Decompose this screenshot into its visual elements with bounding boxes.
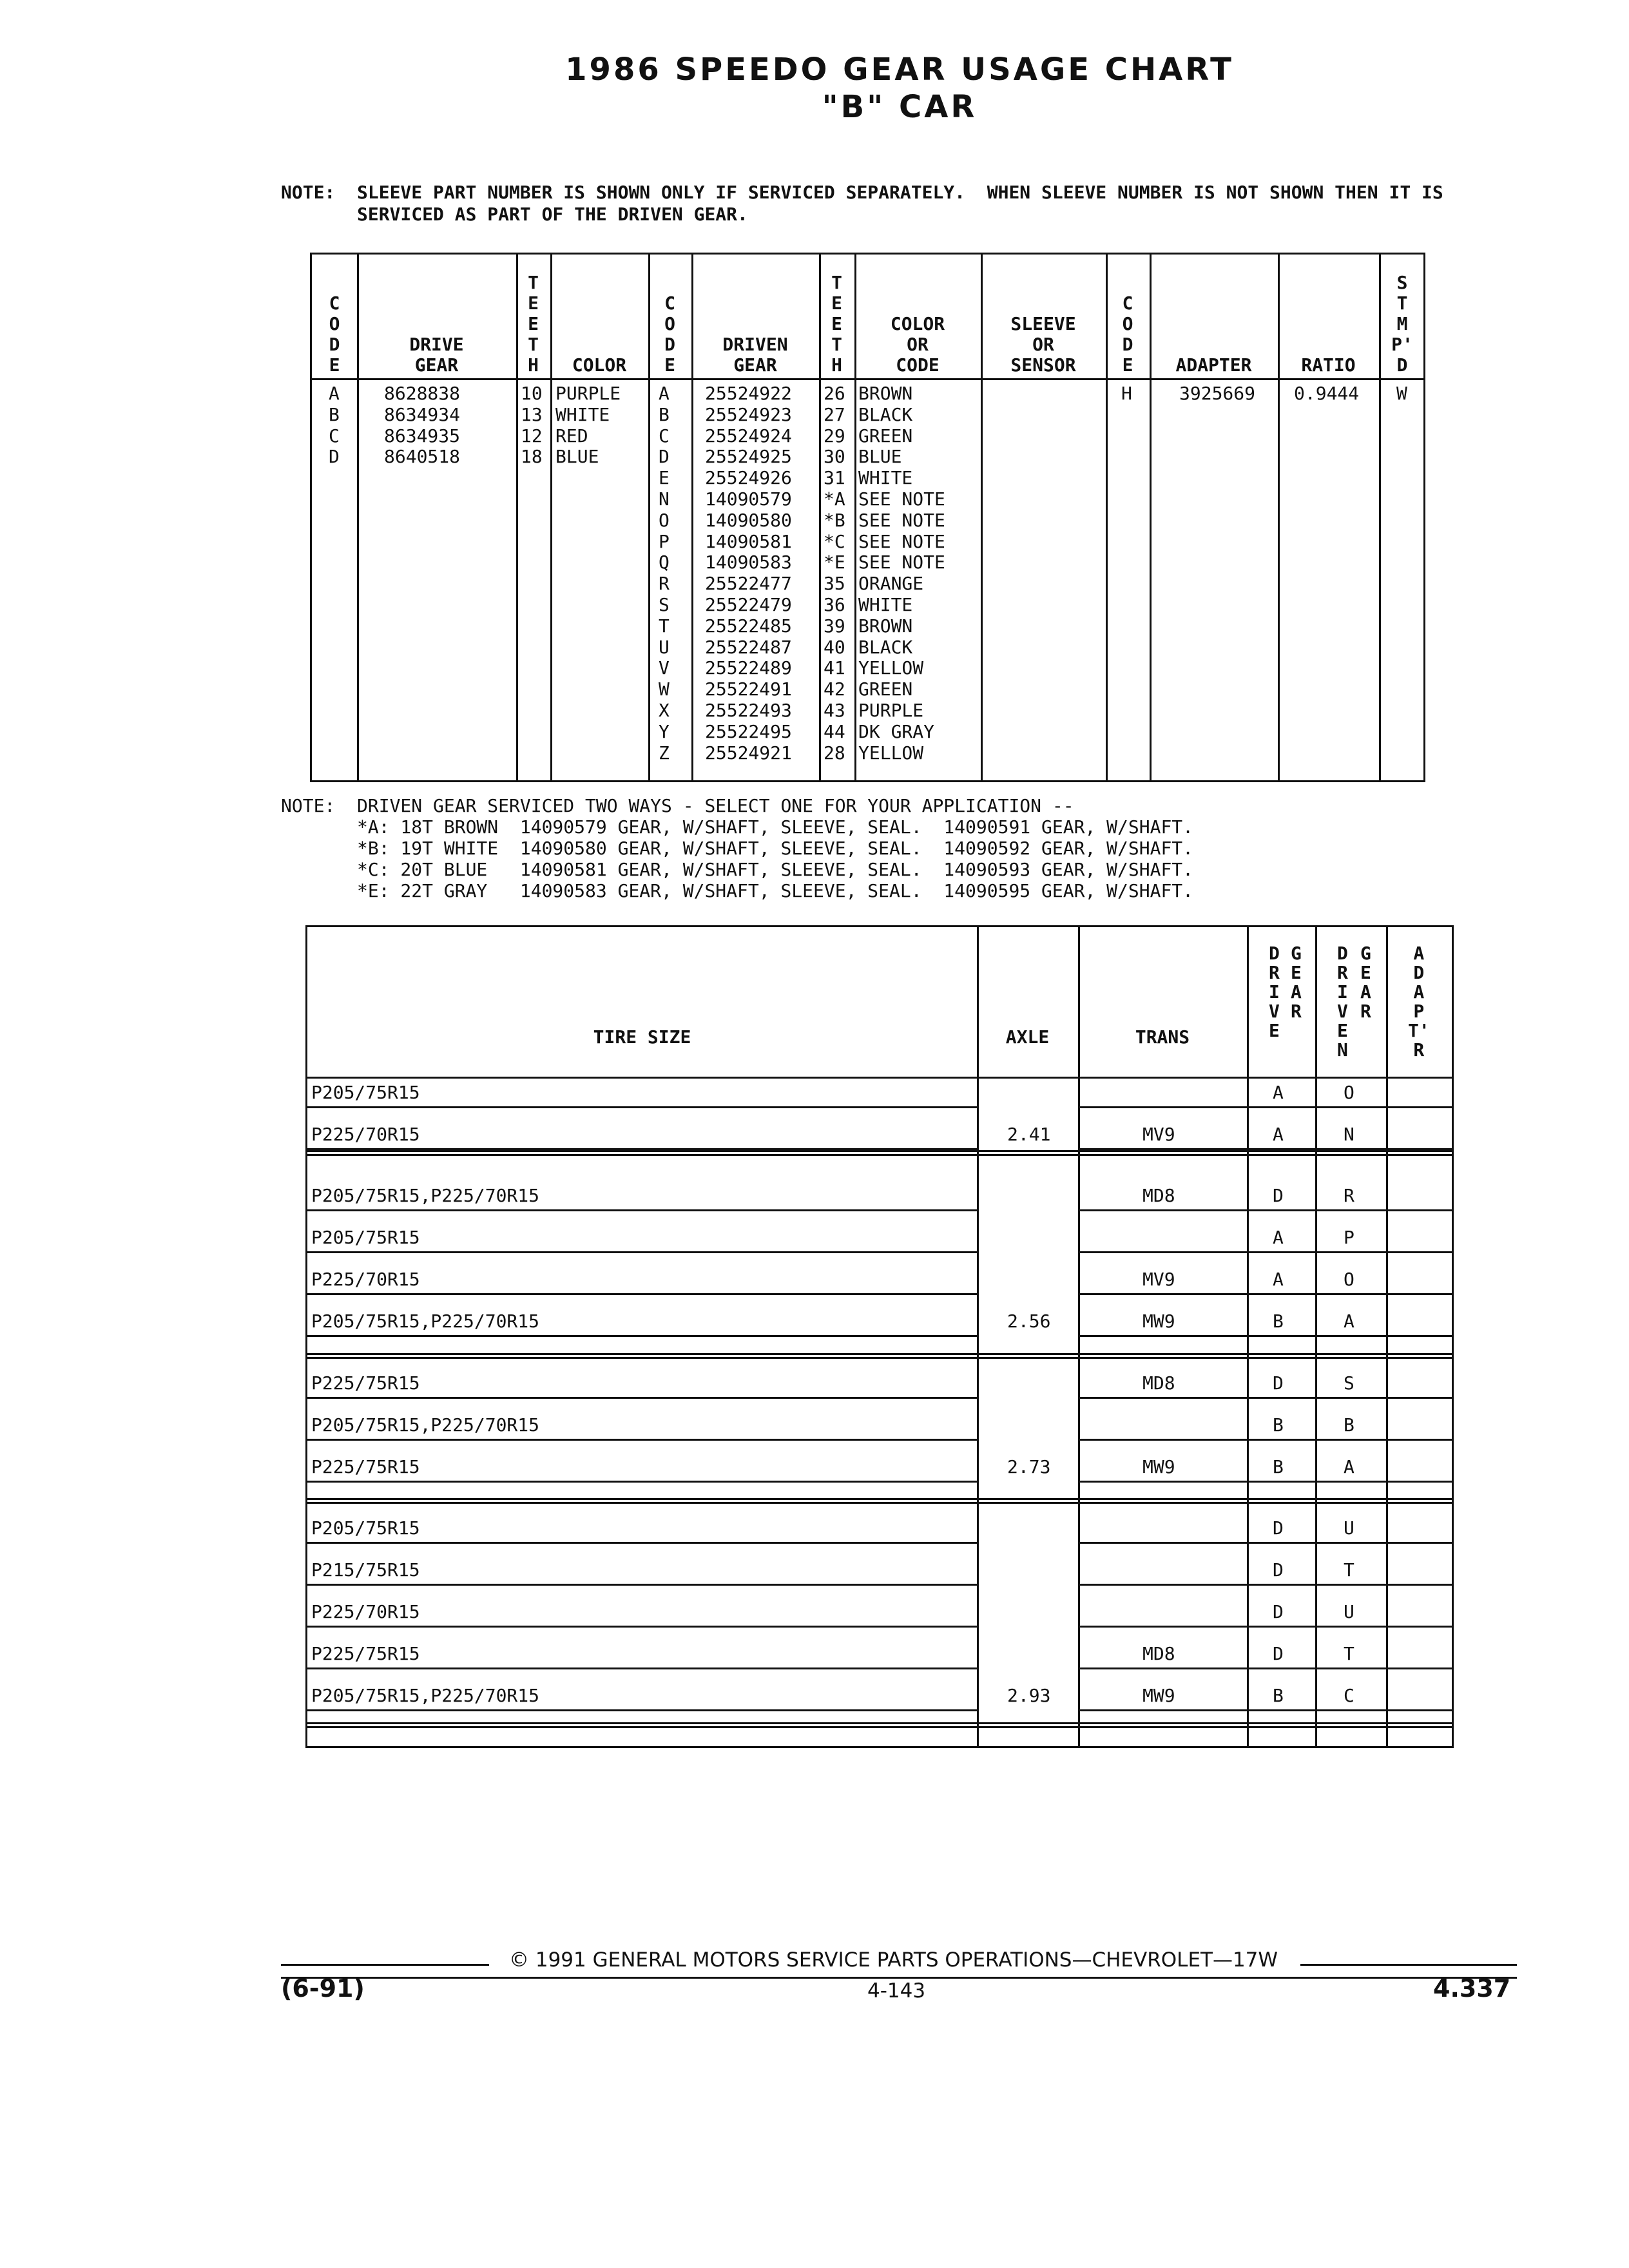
copyright: © 1991 GENERAL MOTORS SERVICE PARTS OPERATIONS—CHEVROLET—17W xyxy=(509,1948,1278,1972)
drive-gear-cell: B xyxy=(1273,1685,1284,1706)
drive-gear-cell: B xyxy=(1273,1414,1284,1436)
header-driven-gear: G E A R xyxy=(1360,943,1371,1022)
drive-gear-cell: B xyxy=(1273,1456,1284,1477)
header-drive-gear: G E A R xyxy=(1291,943,1302,1022)
tire-size-cell: P225/70R15 xyxy=(311,1124,420,1145)
axle-cell: 2.73 xyxy=(1007,1456,1051,1477)
drive-teeth-column: 10 13 12 18 xyxy=(521,383,543,468)
trans-cell: MD8 xyxy=(1142,1185,1175,1206)
tire-size-cell: P225/70R15 xyxy=(311,1601,420,1622)
drive-gear-cell: A xyxy=(1273,1227,1284,1248)
axle-cell: 2.41 xyxy=(1007,1124,1051,1145)
revision-date: (6-91) xyxy=(281,1974,365,2003)
driven-gear-cell: U xyxy=(1344,1517,1354,1539)
header-teeth: T E E T H xyxy=(831,272,842,376)
driven-gear-cell: S xyxy=(1344,1372,1354,1394)
trans-cell: MW9 xyxy=(1142,1456,1175,1477)
drive-gear-cell: A xyxy=(1273,1269,1284,1290)
driven-gear-cell: B xyxy=(1344,1414,1354,1436)
tire-size-cell: P205/75R15 xyxy=(311,1082,420,1103)
header-code: C O D E xyxy=(329,293,340,376)
tire-table xyxy=(305,925,1454,1748)
trans-cell: MD8 xyxy=(1142,1643,1175,1664)
header-adapter: ADAPTER xyxy=(1175,354,1252,376)
drive-gear-cell: D xyxy=(1273,1372,1284,1394)
adapter-code: H xyxy=(1121,383,1132,404)
driven-gear-cell: O xyxy=(1344,1082,1354,1103)
driven-gear-cell: O xyxy=(1344,1269,1354,1290)
header-driven-gear: DRIVEN GEAR xyxy=(722,334,788,376)
tire-size-cell: P225/75R15 xyxy=(311,1372,420,1394)
trans-cell: MW9 xyxy=(1142,1311,1175,1332)
tire-size-cell: P205/75R15,P225/70R15 xyxy=(311,1685,540,1706)
header-tire-size: TIRE SIZE xyxy=(593,1026,691,1048)
driven-gear-cell: P xyxy=(1344,1227,1354,1248)
driven-gear-cell: A xyxy=(1344,1456,1354,1477)
header-drive: D R I V E xyxy=(1269,943,1280,1041)
drive-gear-cell: D xyxy=(1273,1185,1284,1206)
tire-size-cell: P205/75R15 xyxy=(311,1227,420,1248)
axle-cell: 2.93 xyxy=(1007,1685,1051,1706)
header-adapter: A D A P T' R xyxy=(1408,943,1430,1061)
tire-size-cell: P225/75R15 xyxy=(311,1643,420,1664)
drive-gear-cell: A xyxy=(1273,1124,1284,1145)
drive-gear-cell: B xyxy=(1273,1311,1284,1332)
page-subtitle: "B" CAR xyxy=(822,89,978,125)
header-drive-gear: DRIVE GEAR xyxy=(409,334,464,376)
adapter-value: 3925669 xyxy=(1179,383,1256,404)
drive-color-column: PURPLE WHITE RED BLUE xyxy=(555,383,621,468)
drive-gear-cell: D xyxy=(1273,1601,1284,1622)
driven-color-column: BROWN BLACK GREEN BLUE WHITE SEE NOTE SEE NOTE SEE NOTE SEE NOTE ORANGE WHITE BROWN BLACK YELLOW GREEN PURPLE DK GRAY YELLOW xyxy=(858,383,945,764)
header-driven: D R I V E N xyxy=(1337,943,1348,1061)
header-trans: TRANS xyxy=(1135,1026,1190,1048)
tire-size-cell: P215/75R15 xyxy=(311,1559,420,1581)
driven-gear-cell: A xyxy=(1344,1311,1354,1332)
drive-gear-cell: D xyxy=(1273,1517,1284,1539)
section-number: 4.337 xyxy=(1433,1974,1511,2003)
tire-size-cell: P205/75R15,P225/70R15 xyxy=(311,1185,540,1206)
driven-gear-cell: C xyxy=(1344,1685,1354,1706)
driven-teeth-column: 26 27 29 30 31 *A *B *C *E 35 36 39 40 41 42 43 44 28 xyxy=(824,383,845,764)
driven-gear-cell: N xyxy=(1344,1124,1354,1145)
drive-gear-cell: D xyxy=(1273,1643,1284,1664)
tire-size-cell: P205/75R15 xyxy=(311,1517,420,1539)
header-code: C O D E xyxy=(1122,293,1133,376)
header-color: COLOR xyxy=(572,354,627,376)
tire-size-cell: P205/75R15,P225/70R15 xyxy=(311,1311,540,1332)
driven-gear-column: 25524922 25524923 25524924 25524925 25524926 14090579 14090580 14090581 14090583 25522477 25522479 25522485 25522487 25522489 25522491 25522493 25522495 25524921 xyxy=(705,383,792,764)
header-code: C O D E xyxy=(664,293,675,376)
stamped-value: W xyxy=(1396,383,1407,404)
driven-gear-note: NOTE: DRIVEN GEAR SERVICED TWO WAYS - SELECT ONE FOR YOUR APPLICATION -- *A: 18T BROWN 14090579 GEAR, W/SHAFT, SLEEVE, SEAL. 14090591 GEAR, W/SHAFT. *B: 19T WHITE 14090580 GEAR, W/SHAFT, SLEEVE, SEAL. 14090592 GEAR, W/SHAFT. *C: 20T BLUE 14090581 GEAR, W/SHAFT, SLEEVE, SEAL. 14090593 GEAR, W/SHAFT. *E: 22T GRAY 14090583 GEAR, W/SHAFT, SLEEVE, SEAL. 14090595 GEAR, W/SHAFT. xyxy=(281,795,1194,901)
axle-cell: 2.56 xyxy=(1007,1311,1051,1332)
header-stamped: S T M P' D xyxy=(1391,272,1413,376)
gear-table xyxy=(310,253,1425,782)
tire-size-cell: P205/75R15,P225/70R15 xyxy=(311,1414,540,1436)
header-color-code: COLOR OR CODE xyxy=(890,313,945,376)
tire-size-cell: P225/70R15 xyxy=(311,1269,420,1290)
header-sleeve: SLEEVE OR SENSOR xyxy=(1010,313,1076,376)
driven-gear-cell: T xyxy=(1344,1643,1354,1664)
ratio-value: 0.9444 xyxy=(1294,383,1360,404)
driven-gear-cell: R xyxy=(1344,1185,1354,1206)
sleeve-note: NOTE: SLEEVE PART NUMBER IS SHOWN ONLY IF SERVICED SEPARATELY. WHEN SLEEVE NUMBER IS NOT SHOWN THEN IT IS SERVICED AS PART OF THE DRIVEN GEAR. xyxy=(281,182,1443,225)
drive-gear-column: 8628838 8634934 8634935 8640518 xyxy=(384,383,461,468)
header-axle: AXLE xyxy=(1005,1026,1050,1048)
drive-gear-cell: D xyxy=(1273,1559,1284,1581)
trans-cell: MW9 xyxy=(1142,1685,1175,1706)
drive-gear-cell: A xyxy=(1273,1082,1284,1103)
driven-gear-cell: T xyxy=(1344,1559,1354,1581)
trans-cell: MV9 xyxy=(1142,1124,1175,1145)
header-ratio: RATIO xyxy=(1301,354,1356,376)
trans-cell: MD8 xyxy=(1142,1372,1175,1394)
drive-code-column: A B C D xyxy=(329,383,340,468)
trans-cell: MV9 xyxy=(1142,1269,1175,1290)
driven-code-column: A B C D E N O P Q R S T U V W X Y Z xyxy=(659,383,670,764)
tire-size-cell: P225/75R15 xyxy=(311,1456,420,1477)
page-number: 4-143 xyxy=(867,1979,926,2003)
header-teeth: T E E T H xyxy=(528,272,539,376)
driven-gear-cell: U xyxy=(1344,1601,1354,1622)
page-title: 1986 SPEEDO GEAR USAGE CHART xyxy=(565,52,1234,88)
